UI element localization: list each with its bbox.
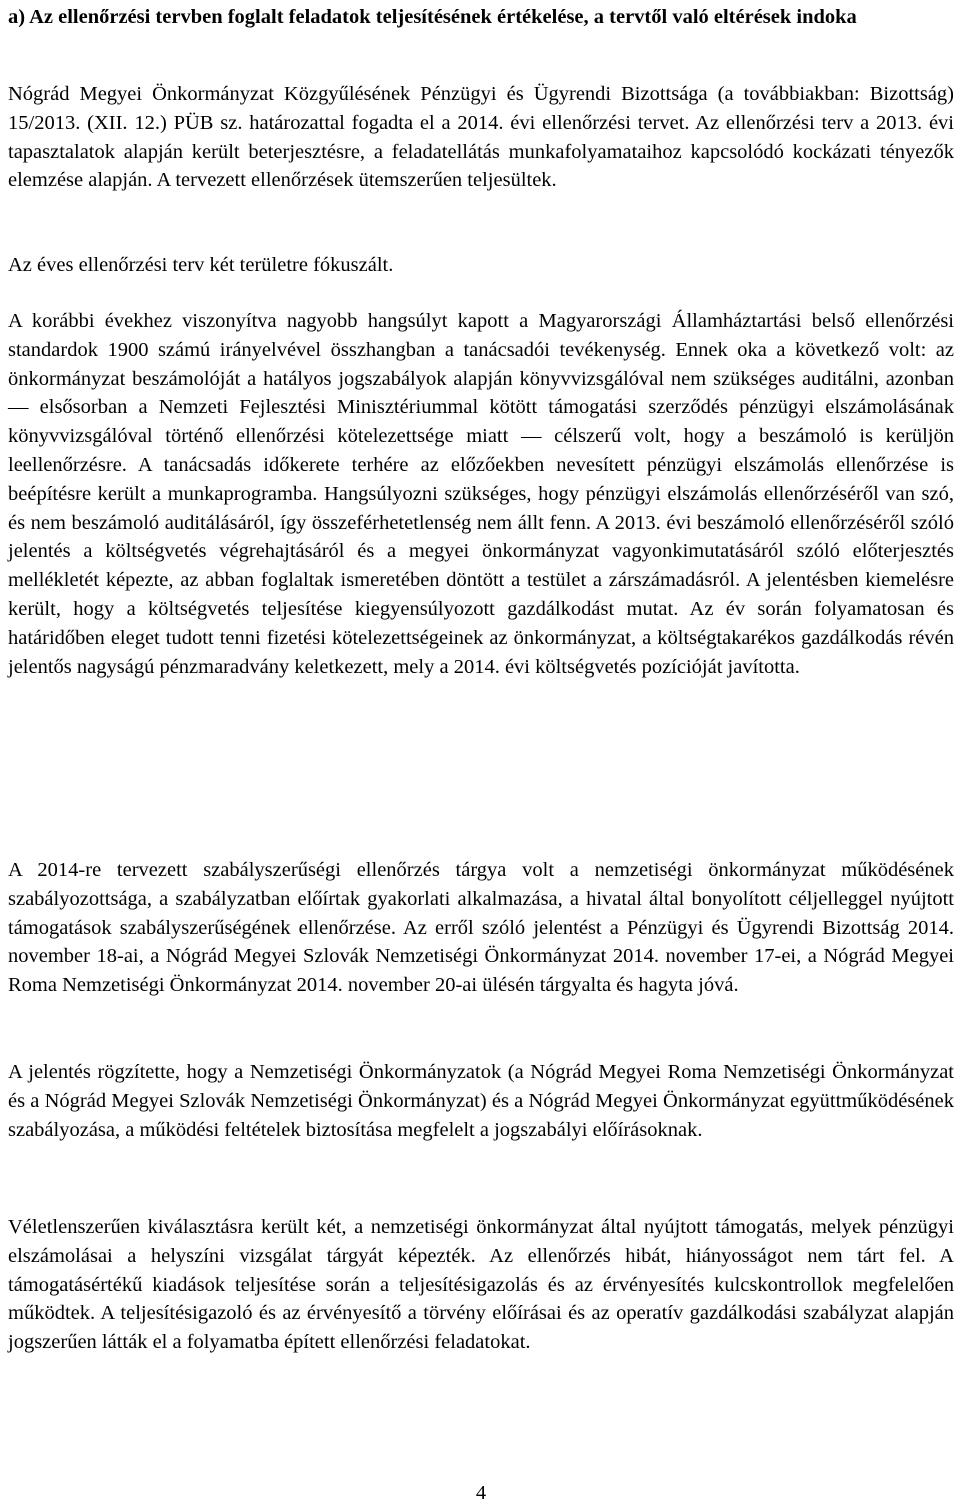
- paragraph-sample-check: Véletlenszerűen kiválasztásra került két, a nemzetiségi önkormányzat által nyújtott támogatás, melyek pénzügyi elszámolásai a helyszíni vizsgálat tárgyát képezték. Az ellenőrzés hibát, hiányosságot nem tárt fel. A támogatásértékű kiadások teljesítése során a teljesítésigazolás és az érvényesítés kulcskontrollok megfelelően működtek. A teljesítésigazoló és az érvényesítő a törvény előírásai és az operatív gazdálkodási szabályzat alapján jogszerűen látták el a folyamatba épített ellenőrzési feladatokat.: [8, 1216, 954, 1354]
- page-number: 4: [475, 1482, 487, 1504]
- paragraph-regularity-audit: A 2014-re tervezett szabályszerűségi ellenőrzés tárgya volt a nemzetiségi önkormányzat működésének szabályozottsága, a szabályzatban előírtak gyakorlati alkalmazása, a hivatal által bonyolított céljelleggel nyújtott támogatások szabályszerűségének ellenőrzése. Az erről szóló jelentést a Pénzügyi és Ügyrendi Bizottság 2014. november 18-ai, a Nógrád Megyei Szlovák Nemzetiségi Önkormányzat 2014. november 17-ei, a Nógrád Megyei Roma Nemzetiségi Önkormányzat 2014. november 20-ai ülésén tárgyalta és hagyta jóvá.: [8, 859, 954, 997]
- section-heading: a) Az ellenőrzési tervben foglalt feladatok teljesítésének értékelése, a tervtől való eltérések indoka: [8, 6, 857, 28]
- paragraph-advisory-activity: A korábbi évekhez viszonyítva nagyobb hangsúlyt kapott a Magyarországi Államháztartási belső ellenőrzési standardok 1900 számú irányelvével összhangban a tanácsadói tevékenység. Ennek oka a következő volt: az önkormányzat beszámolóját a hatályos jogszabályok alapján könyvvizsgálóval nem szükséges auditálni, azonban — elsősorban a Nemzeti Fejlesztési Minisztériummal kötött támogatási szerződés pénzügyi elszámolásának könyvvizsgálóval történő ellenőrzési kötelezettsége miatt — célszerű volt, hogy a beszámoló is kerüljön leellenőrzésre. A tanácsadás időkerete terhére az előzőekben nevesített pénzügyi elszámolás ellenőrzése is beépítésre került a munkaprogramba. Hangsúlyozni szükséges, hogy pénzügyi elszámolás ellenőrzéséről van szó, és nem beszámoló auditálásáról, így összeférhetetlenség nem állt fenn. A 2013. évi beszámoló ellenőrzéséről szóló jelentés a költségvetés végrehajtásáról és a megyei önkormányzat vagyonkimutatásáról szóló előterjesztés mellékletét képezte, az abban foglaltak ismeretében döntött a testület a zárszámadásról. A jelentésben kiemelésre került, hogy a költségvetés teljesítése kiegyensúlyozott gazdálkodást mutat. Az év során folyamatosan és határidőben eleget tudott tenni fizetési kötelezettségeinek az önkormányzat, a költségtakarékos gazdálkodás révén jelentős nagyságú pénzmaradvány keletkezett, mely a 2014. évi költségvetés pozícióját javította.: [8, 310, 954, 678]
- paragraph-plan-adoption: Nógrád Megyei Önkormányzat Közgyűlésének Pénzügyi és Ügyrendi Bizottsága (a továbbiakban: Bizottság) 15/2013. (XII. 12.) PÜB sz. határozattal fogadta el a 2014. évi ellenőrzési tervet. Az ellenőrzési terv a 2013. évi tapasztalatok alapján került beterjesztésre, a feladatellátás munkafolyamataihoz kapcsolódó kockázati tényezők elemzése alapján. A tervezett ellenőrzések ütemszerűen teljesültek.: [8, 83, 954, 192]
- document-page: [8, 0, 954, 1509]
- paragraph-report-findings: A jelentés rögzítette, hogy a Nemzetiségi Önkormányzatok (a Nógrád Megyei Roma Nemzetiségi Önkormányzat és a Nógrád Megyei Szlovák Nemzetiségi Önkormányzat) és a Nógrád Megyei Önkormányzat együttműködésének szabályozása, a működési feltételek biztosítása megfelelt a jogszabályi előírásoknak.: [8, 1061, 954, 1141]
- paragraph-plan-focus: Az éves ellenőrzési terv két területre fókuszált.: [8, 254, 394, 276]
